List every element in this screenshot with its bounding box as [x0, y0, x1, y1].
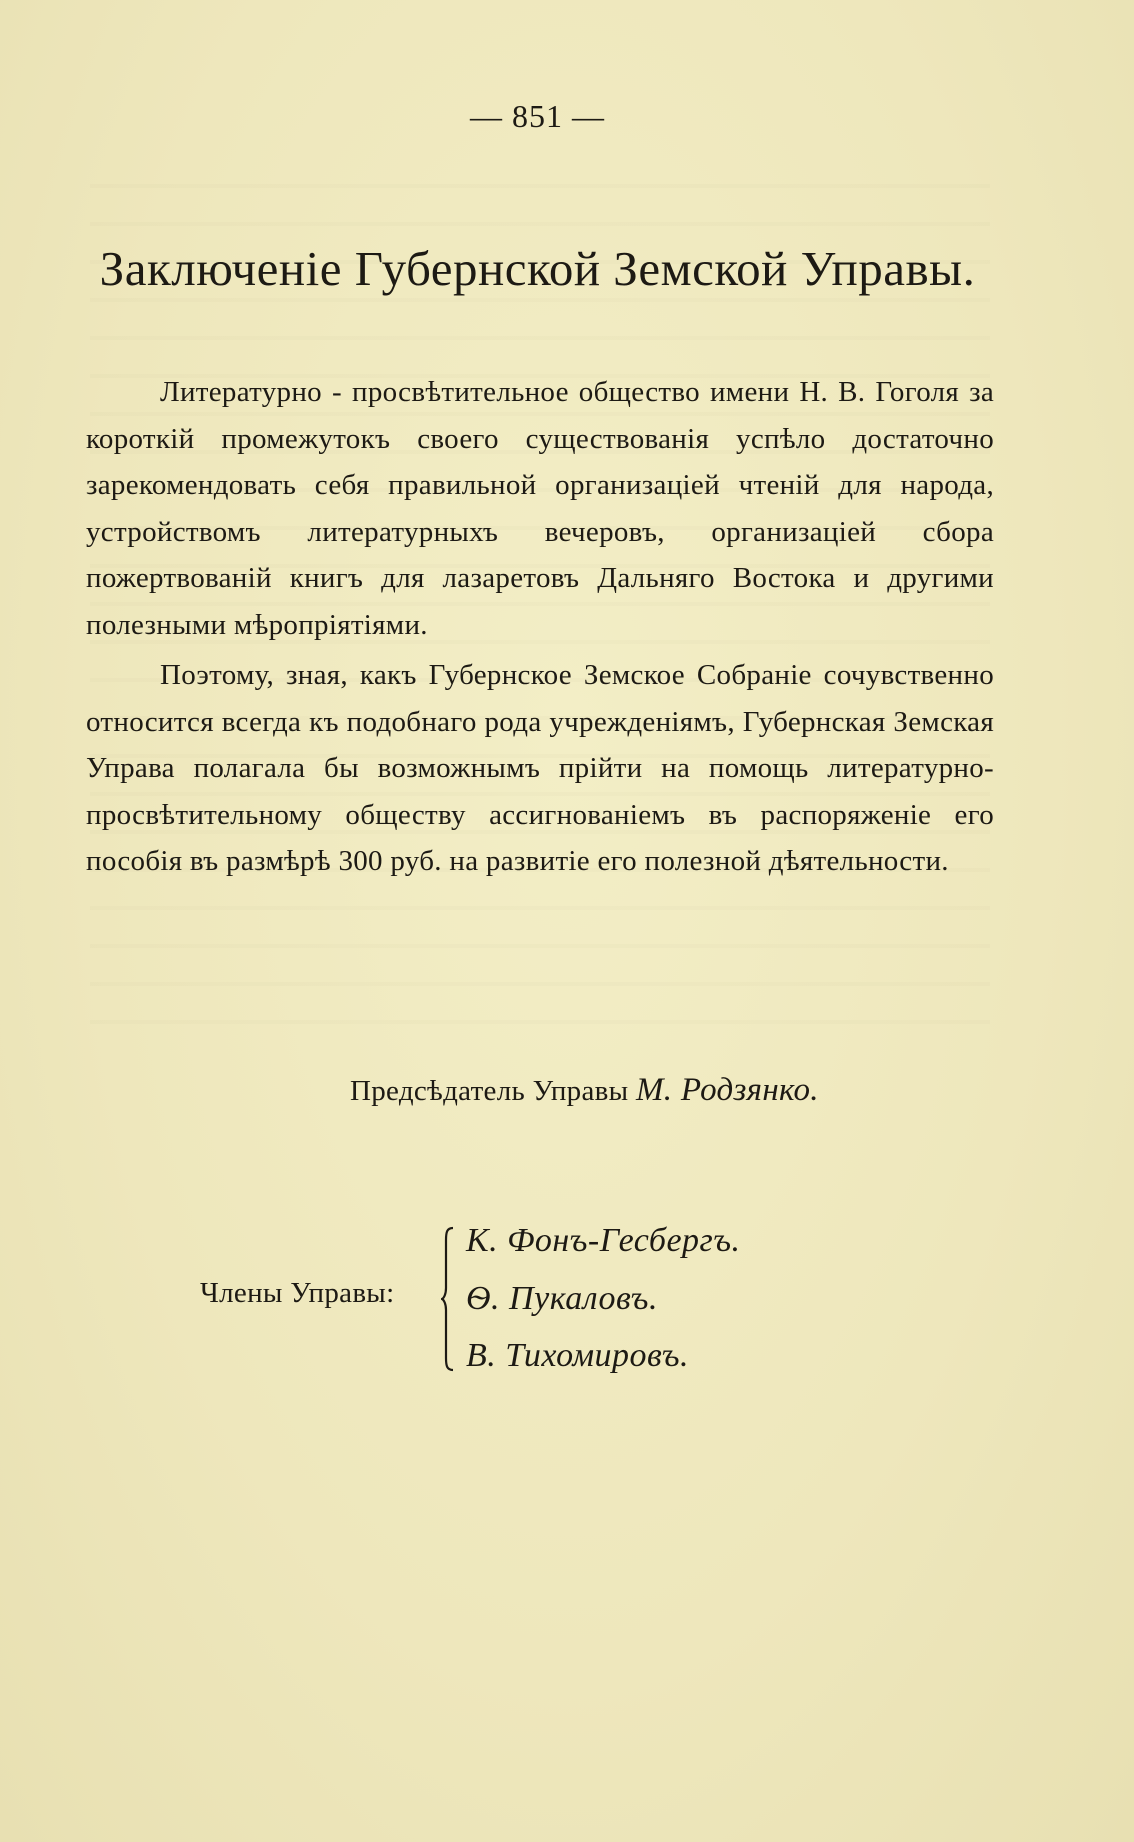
chairman-signature-line — [350, 1072, 819, 1109]
members-label: Члены Управы: — [200, 1277, 395, 1309]
chairman-label: Предсѣдатель Управы — [350, 1075, 629, 1107]
paragraph-1 — [86, 369, 994, 648]
paragraph-1-text: Литературно - просвѣтительное общество имени Н. В. Гоголя за короткій промежутокъ своего существованія успѣло достаточно зарекомендовать себя правильной организаціей чтеній для народа, устройствомъ литературныхъ вечеровъ, организаціей сбора пожертвованій книгъ для лазаретовъ Дальняго Востока и другими полезными мѣропріятіями. — [86, 376, 994, 641]
curly-brace — [441, 1226, 455, 1372]
page-number: — 851 — — [470, 98, 605, 134]
page-title: Заключеніе Губернской Земской Управы. — [99, 241, 976, 296]
member-name: К. Фонъ-Гесбергъ. — [466, 1222, 741, 1259]
member-name: Ѳ. Пукаловъ. — [466, 1280, 658, 1317]
chairman-name: М. Родзянко. — [636, 1072, 819, 1108]
paragraph-2 — [86, 652, 994, 885]
paragraph-2-text: Поэтому, зная, какъ Губернское Земское Собраніе сочувственно относится всегда къ подобнаго рода учрежденіямъ, Губернская Земская Управа полагала бы возможнымъ прійти на помощь литературно-просвѣтительному обществу ассигнованіемъ въ распоряженіе его пособія въ размѣрѣ 300 руб. на развитіе его полезной дѣятельности. — [86, 659, 994, 877]
member-name: В. Тихомировъ. — [466, 1337, 689, 1374]
